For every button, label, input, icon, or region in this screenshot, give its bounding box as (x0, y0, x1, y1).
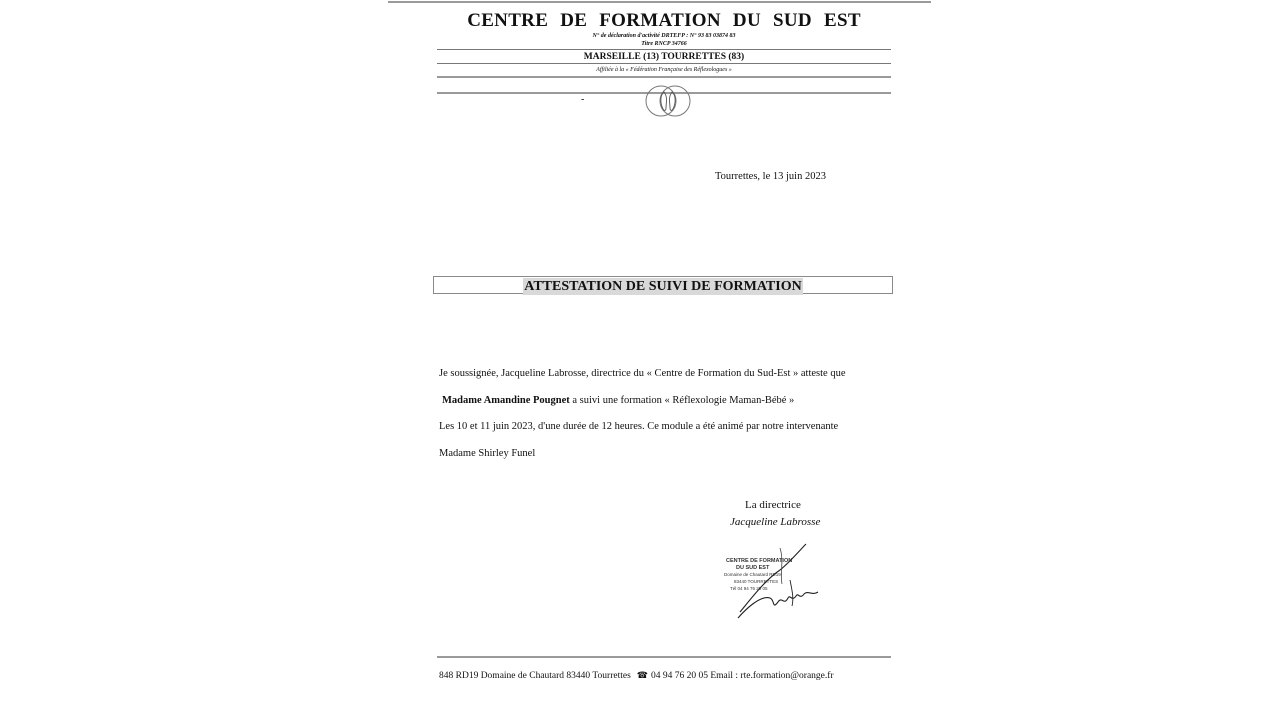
header-divider (437, 63, 891, 64)
stray-dash: - (581, 94, 585, 105)
header-divider (437, 49, 891, 50)
footer-email: Email : rte.formation@orange.fr (710, 671, 834, 681)
phone-icon: ☎ (636, 670, 648, 680)
stamp-line: Domaine de Chautard RD19 (724, 572, 781, 577)
body-line-4: Madame Shirley Funel (439, 448, 536, 459)
org-name: CENTRE DE FORMATION DU SUD EST (467, 10, 861, 31)
stamp-signature-icon (720, 540, 830, 625)
affiliation-note: Affiliée à la « Fédération Française des Réflexologues » (596, 67, 732, 73)
footer-phone: 04 94 76 20 05 (650, 671, 708, 681)
body-line-1: Je soussignée, Jacqueline Labrosse, directrice du « Centre de Formation du Sud-Est » atteste que (439, 368, 846, 379)
body-line-2 (442, 395, 794, 407)
top-rule (388, 1, 931, 3)
header-cities: MARSEILLE (13) TOURRETTES (83) (583, 52, 745, 62)
document-title-box (433, 276, 893, 294)
footer-address: 848 RD19 Domaine de Chautard 83440 Tourrettes (439, 671, 631, 681)
signatory-title: La directrice (745, 499, 801, 511)
rncp-title: Titre RNCP 34766 (641, 41, 687, 47)
training-statement: a suivi une formation « Réflexologie Maman-Bébé » (569, 395, 795, 406)
footer-contact (439, 670, 834, 682)
header-divider (437, 76, 891, 78)
center-logo-icon (642, 83, 694, 121)
stamp-line: CENTRE DE FORMATION (726, 558, 793, 564)
date-line: Tourrettes, le 13 juin 2023 (715, 171, 826, 182)
declaration-number: N° de déclaration d'activité DRTEFP : N° 93 83 03874 83 (592, 33, 736, 39)
trainee-name: Madame Amandine Pougnet (442, 395, 570, 406)
body-line-3: Les 10 et 11 juin 2023, d'une durée de 12 heures. Ce module a été animé par notre intervenante (439, 421, 839, 432)
stamp-line: 83440 TOURRETTES (734, 579, 779, 584)
stamp-line: DU SUD EST (736, 565, 770, 571)
signatory-name: Jacqueline Labrosse (730, 516, 821, 528)
footer-rule (437, 656, 891, 658)
stamp-line: Tél 04 94 76 20 05 (730, 586, 768, 591)
document-title: ATTESTATION DE SUIVI DE FORMATION (524, 279, 802, 294)
